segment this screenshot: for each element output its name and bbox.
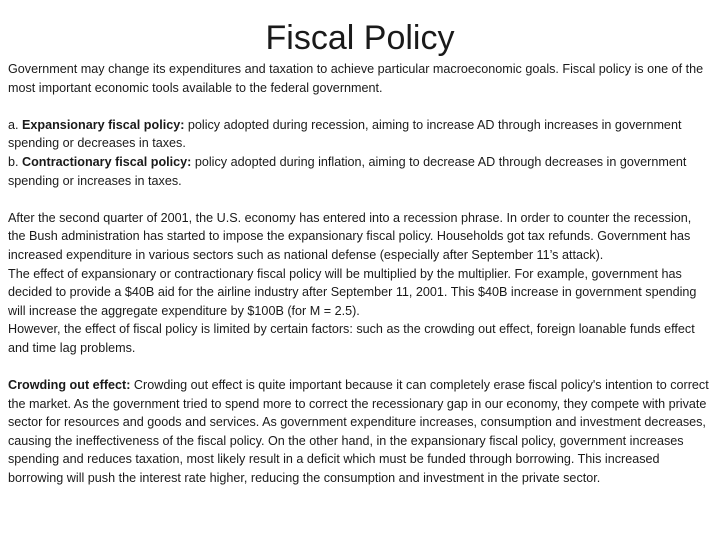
page-title: Fiscal Policy [265,19,455,57]
recession-paragraph: After the second quarter of 2001, the U.S. economy has entered into a recession phrase. In order to counter the recession, the Bush administration has started to impose the expansionary fiscal policy. Households got tax refunds. Government has increased expenditure in various sectors such as national defense (especially after September 11’s attack). [8,210,692,262]
example-section [8,209,712,358]
intro-paragraph: Government may change its expenditures and taxation to achieve particular macroeconomic goals. Fiscal policy is one of the most important economic tools available to the federal government. [8,62,704,95]
contractionary-text: policy adopted during inflation, aiming to decrease AD through decreases in government spending or increases in taxes. [8,154,687,188]
contractionary-prefix: b. [8,154,23,169]
expansionary-prefix: a. [8,117,23,132]
expansionary-text: policy adopted during recession, aiming to increase AD through increases in government spending or decreases in taxes. [8,117,682,151]
crowding-out-term: Crowding out effect: [8,378,131,393]
multiplier-paragraph: The effect of expansionary or contractionary fiscal policy will be multiplied by the multiplier. For example, government has decided to provide a $40B aid for the airline industry after September 11, 2001. This $40B increase in government spending will increase the aggregate expenditure by $100B (for M = 2.5). [8,266,697,318]
policy-types [8,116,712,190]
expansionary-term: Expansionary fiscal policy: [22,117,185,132]
expansionary-item [8,116,712,153]
contractionary-item [8,153,712,190]
slide-body [8,60,712,488]
crowding-out-paragraph [8,376,712,488]
contractionary-term: Contractionary fiscal policy: [22,154,192,169]
limits-paragraph: However, the effect of fiscal policy is limited by certain factors: such as the crowding out effect, foreign loanable funds effect and time lag problems. [8,322,695,355]
crowding-out-text: Crowding out effect is quite important because it can completely erase fiscal policy's intention to correct the market. As the government tried to spend more to correct the recessionary gap in our economy, they compete with private sector for resources and goods and services. As government expenditure increases, consumption and investment decreases, causing the ineffectiveness of the fiscal policy. On the other hand, in the expansionary fiscal policy, government increases spending and reduces taxation, most likely result in a deficit which must be funded through borrowing. This increased borrowing will push the interest rate higher, reducing the consumption and investment in the private sector. [8,378,709,486]
